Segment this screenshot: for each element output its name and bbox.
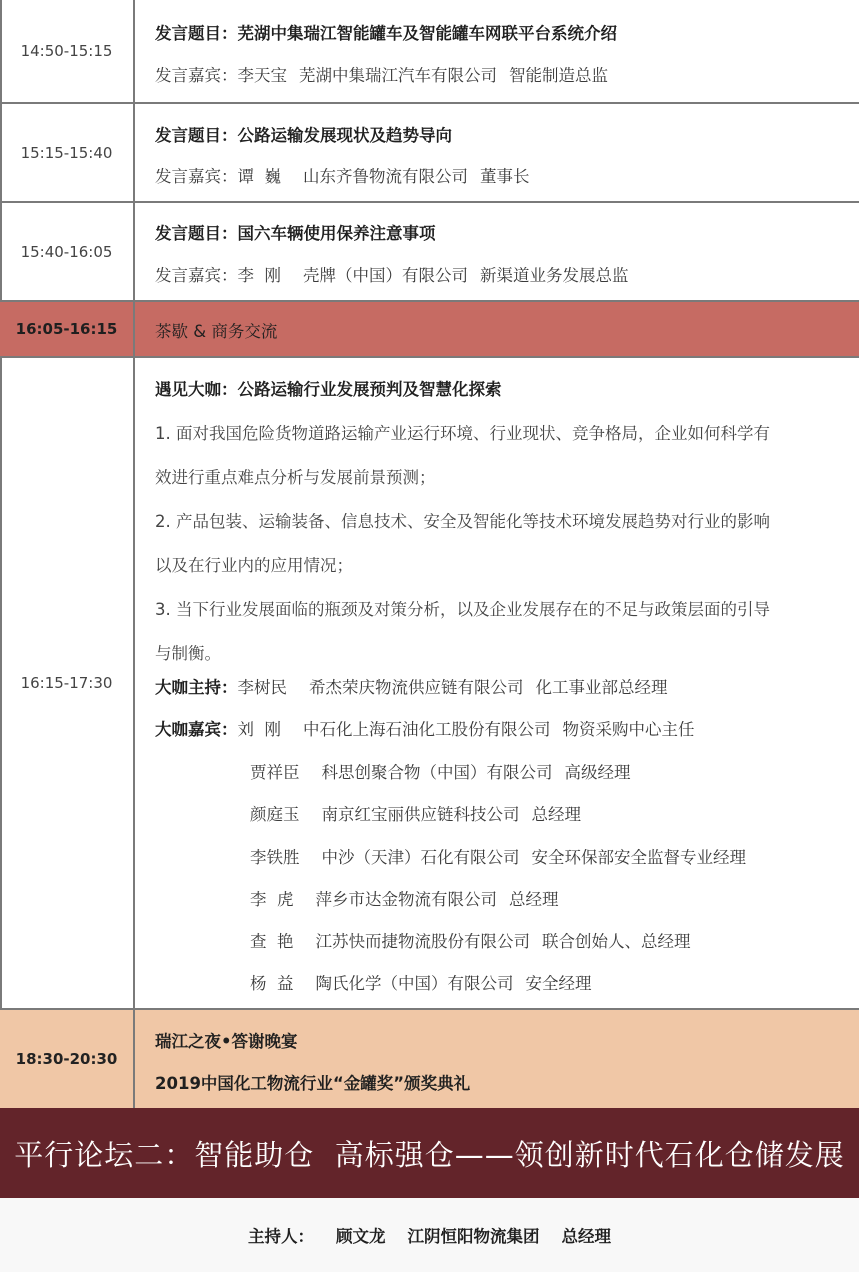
session-topic: 发言题目：公路运输发展现状及趋势导向 bbox=[155, 126, 452, 145]
forum-banner bbox=[0, 1108, 859, 1198]
session-content bbox=[137, 104, 859, 201]
session-speaker: 发言嘉宾：谭 巍 山东齐鲁物流有限公司 董事长 bbox=[155, 167, 530, 186]
point-line: 1. 面对我国危险货物道路运输产业运行环境、行业现状、竞争格局，企业如何科学有 bbox=[155, 424, 770, 443]
gala-row bbox=[0, 1010, 859, 1108]
session-content bbox=[137, 302, 859, 356]
guest-row: 颜庭玉 南京红宝丽供应链科技公司 总经理 bbox=[250, 805, 581, 824]
guest-row: 贾祥臣 科思创聚合物（中国）有限公司 高级经理 bbox=[250, 763, 631, 782]
session-time: 18:30-20:30 bbox=[0, 1010, 135, 1108]
forum-host-title: 总经理 bbox=[561, 1227, 611, 1246]
forum-banner-title: 平行论坛二：智能助仓 高标强仓——领创新时代石化仓储发展 bbox=[14, 1137, 845, 1172]
tea-break-label: 茶歇 & 商务交流 bbox=[155, 322, 278, 341]
point-line: 以及在行业内的应用情况； bbox=[155, 556, 353, 575]
guest-row: 大咖嘉宾：刘 刚 中石化上海石油化工股份有限公司 物资采购中心主任 bbox=[155, 720, 695, 739]
forum-host-label-name: 主持人： 顾文龙 bbox=[248, 1227, 386, 1246]
guest-row: 查 艳 江苏快而捷物流股份有限公司 联合创始人、总经理 bbox=[250, 932, 691, 951]
gala-subtitle: 2019中国化工物流行业“金罐奖”颁奖典礼 bbox=[155, 1074, 471, 1093]
point-line: 2. 产品包装、运输装备、信息技术、安全及智能化等技术环境发展趋势对行业的影响 bbox=[155, 512, 770, 531]
tea-break-row bbox=[0, 302, 859, 358]
gala-title: 瑞江之夜•答谢晚宴 bbox=[155, 1032, 298, 1051]
session-time: 15:15-15:40 bbox=[0, 104, 135, 201]
dialogue-title: 遇见大咖：公路运输行业发展预判及智慧化探索 bbox=[155, 380, 502, 399]
session-time: 16:15-17:30 bbox=[0, 358, 135, 1008]
session-content bbox=[137, 0, 859, 102]
session-speaker: 发言嘉宾：李 刚 壳牌（中国）有限公司 新渠道业务发展总监 bbox=[155, 266, 629, 285]
session-time: 16:05-16:15 bbox=[0, 302, 135, 356]
forum-host bbox=[0, 1198, 859, 1272]
guest-row: 李 虎 萍乡市达金物流有限公司 总经理 bbox=[250, 890, 559, 909]
session-topic: 发言题目：芜湖中集瑞江智能罐车及智能罐车网联平台系统介绍 bbox=[155, 24, 617, 43]
session-content bbox=[137, 358, 859, 1008]
point-line: 效进行重点难点分析与发展前景预测； bbox=[155, 468, 436, 487]
dialogue-row bbox=[0, 358, 859, 1010]
dialogue-host: 大咖主持：李树民 希杰荣庆物流供应链有限公司 化工事业部总经理 bbox=[155, 678, 668, 697]
guest-row: 李铁胜 中沙（天津）石化有限公司 安全环保部安全监督专业经理 bbox=[250, 848, 746, 867]
session-time: 15:40-16:05 bbox=[0, 203, 135, 300]
point-line: 3. 当下行业发展面临的瓶颈及对策分析，以及企业发展存在的不足与政策层面的引导 bbox=[155, 600, 770, 619]
table-row bbox=[0, 0, 859, 104]
session-content bbox=[137, 203, 859, 300]
session-time: 14:50-15:15 bbox=[0, 0, 135, 102]
table-row bbox=[0, 203, 859, 302]
session-speaker: 发言嘉宾：李天宝 芜湖中集瑞江汽车有限公司 智能制造总监 bbox=[155, 66, 608, 85]
point-line: 与制衡。 bbox=[155, 644, 221, 663]
session-topic: 发言题目：国六车辆使用保养注意事项 bbox=[155, 224, 436, 243]
table-row bbox=[0, 104, 859, 203]
forum-host-org: 江阴恒阳物流集团 bbox=[407, 1227, 540, 1246]
session-content bbox=[137, 1010, 859, 1108]
guest-row: 杨 益 陶氏化学（中国）有限公司 安全经理 bbox=[250, 974, 592, 993]
